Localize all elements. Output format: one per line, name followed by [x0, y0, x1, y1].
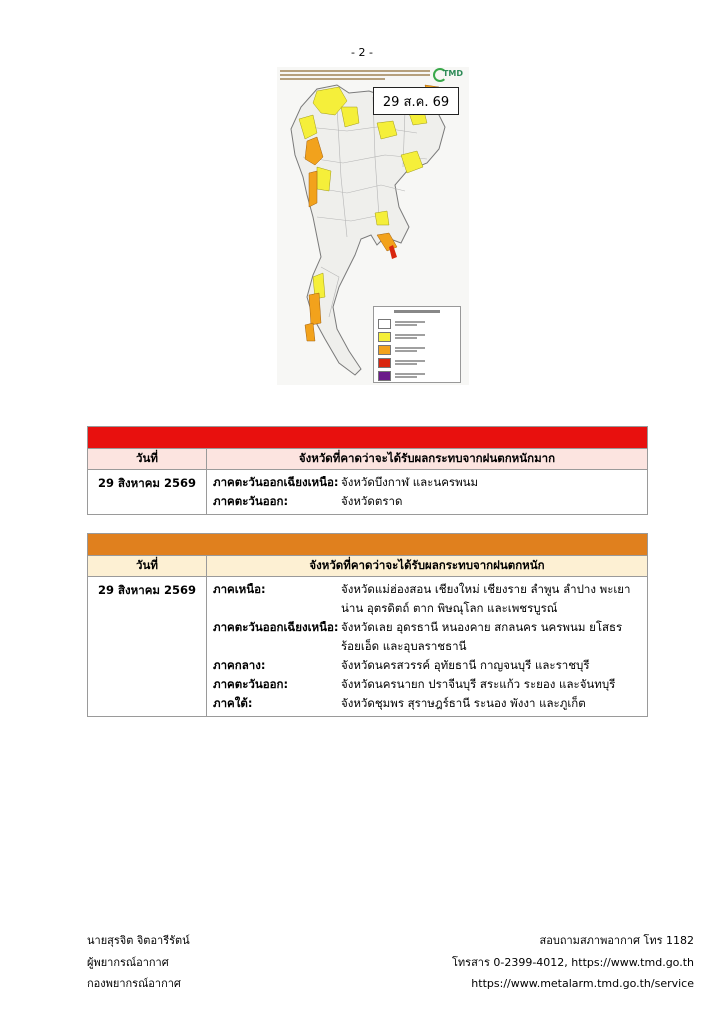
contact-service-url: https://www.metalarm.tmd.go.th/service: [471, 977, 694, 990]
table-header-row: [88, 449, 648, 470]
region-name: ภาคกลาง:: [213, 658, 266, 672]
forecaster-name: นายสุรจิต จิตอารีรัตน์: [87, 934, 190, 947]
region-line: [213, 580, 641, 618]
region-name: ภาคตะวันออกเฉียงเหนือ:: [213, 475, 339, 489]
contact-fax-web: โทรสาร 0-2399-4012, https://www.tmd.go.th: [452, 955, 694, 969]
legend-swatch-white: [378, 319, 391, 329]
severity-band-orange: [88, 534, 648, 556]
very-heavy-rain-table: [87, 426, 648, 515]
region-provinces: จังหวัดแม่ฮ่องสอน เชียงใหม่ เชียงราย ลำพูน ลำปาง พะเยา น่าน อุตรดิตถ์ ตาก พิษณุโลก และเพชรบูรณ์: [341, 582, 631, 615]
legend-item: [378, 330, 460, 343]
forecaster-signature: [87, 930, 190, 995]
region-name: ภาคใต้:: [213, 696, 253, 710]
provinces-column-header: จังหวัดที่คาดว่าจะได้รับผลกระทบจากฝนตกหนักมาก: [207, 449, 648, 470]
legend-item: [378, 343, 460, 356]
region-line: [213, 492, 641, 511]
region-provinces: จังหวัดนครสวรรค์ อุทัยธานี กาญจนบุรี และราชบุรี: [341, 658, 590, 672]
tmd-logo-text: TMD: [442, 69, 463, 78]
regions-cell: [207, 577, 648, 717]
region-provinces: จังหวัดบึงกาฬ และนครพนม: [341, 475, 479, 489]
region-name: ภาคตะวันออก:: [213, 494, 289, 508]
region-provinces: จังหวัดชุมพร สุราษฎร์ธานี ระนอง พังงา และภูเก็ต: [341, 696, 586, 710]
date-cell: 29 สิงหาคม 2569: [88, 577, 207, 717]
heavy-rain-table: [87, 533, 648, 717]
region-name: ภาคตะวันออกเฉียงเหนือ:: [213, 620, 339, 634]
region-line: [213, 618, 641, 656]
date-column-header: วันที่: [88, 449, 207, 470]
region-name: ภาคเหนือ:: [213, 582, 266, 596]
legend-item: [378, 369, 460, 382]
table-row: [88, 577, 648, 717]
region-line: [213, 694, 641, 713]
table-row: [88, 470, 648, 515]
map-header-text: [280, 70, 430, 80]
regions-cell: [207, 470, 648, 515]
provinces-column-header: จังหวัดที่คาดว่าจะได้รับผลกระทบจากฝนตกหนัก: [207, 556, 648, 577]
forecaster-title: ผู้พยากรณ์อากาศ: [87, 955, 169, 969]
legend-swatch-yellow: [378, 332, 391, 342]
contact-phone: สอบถามสภาพอากาศ โทร 1182: [539, 934, 694, 947]
contact-info: [452, 930, 694, 995]
map-legend: [373, 306, 461, 383]
legend-swatch-purple: [378, 371, 391, 381]
forecaster-division: กองพยากรณ์อากาศ: [87, 977, 181, 990]
region-name: ภาคตะวันออก:: [213, 677, 289, 691]
region-provinces: จังหวัดนครนายก ปราจีนบุรี สระแก้ว ระยอง และจันทบุรี: [341, 677, 616, 691]
date-column-header: วันที่: [88, 556, 207, 577]
page-number: - 2 -: [351, 46, 373, 59]
region-line: [213, 473, 641, 492]
severity-band-red: [88, 427, 648, 449]
region-provinces: จังหวัดตราด: [341, 494, 403, 508]
legend-item: [378, 317, 460, 330]
region-line: [213, 656, 641, 675]
legend-swatch-orange: [378, 345, 391, 355]
legend-item: [378, 356, 460, 369]
legend-swatch-red: [378, 358, 391, 368]
date-cell: 29 สิงหาคม 2569: [88, 470, 207, 515]
region-provinces: จังหวัดเลย อุดรธานี หนองคาย สกลนคร นครพนม ยโสธร ร้อยเอ็ด และอุบลราชธานี: [341, 620, 623, 653]
region-line: [213, 675, 641, 694]
map-date-label: 29 ส.ค. 69: [373, 87, 459, 115]
legend-title: [394, 310, 440, 313]
table-header-row: [88, 556, 648, 577]
rainfall-forecast-map: [277, 67, 469, 385]
